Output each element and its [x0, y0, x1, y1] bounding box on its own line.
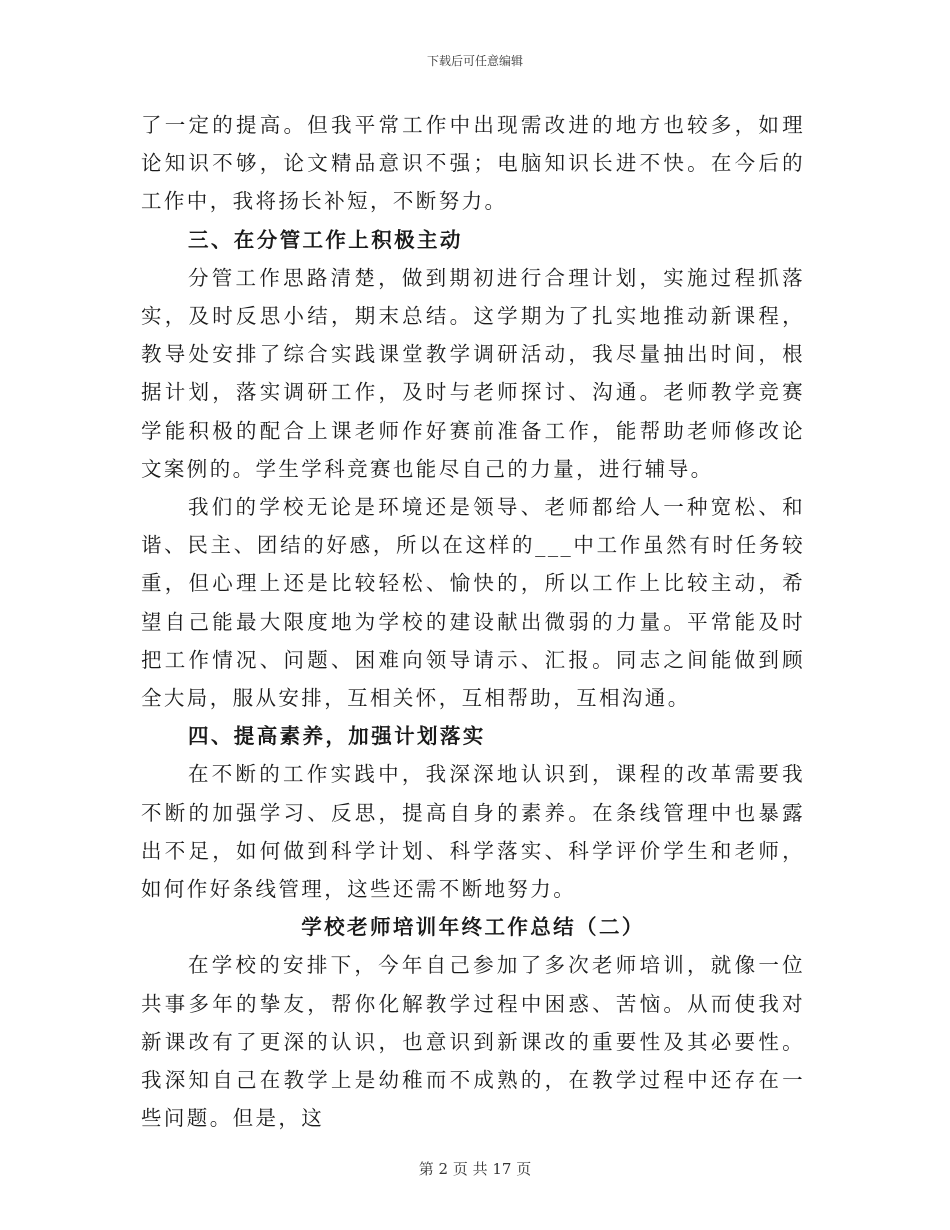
- document-title: 学校老师培训年终工作总结（二）: [301, 915, 645, 940]
- page-header: 下载后可任意编辑: [426, 54, 523, 68]
- paragraph: 了一定的提高。但我平常工作中出现需改进的地方也较多，如理论知识不够，论文精品意识不强；电脑知识长进不快。在今后的工作中，我将扬长补短，不断努力。: [141, 113, 805, 214]
- paragraph: 在不断的工作实践中，我深深地认识到，课程的改革需要我不断的加强学习、反思，提高自身的素养。在条线管理中也暴露出不足，如何做到科学计划、科学落实、科学评价学生和老师，如何作好条线管理，这些还需不断地努力。: [141, 762, 805, 902]
- paragraph: 分管工作思路清楚，做到期初进行合理计划，实施过程抓落实，及时反思小结，期末总结。这学期为了扎实地推动新课程，教导处安排了综合实践课堂教学调研活动，我尽量抽出时间，根据计划，落实调研工作，及时与老师探讨、沟通。老师教学竞赛学能积极的配合上课老师作好赛前准备工作，能帮助老师修改论文案例的。学生学科竞赛也能尽自己的力量，进行辅导。: [141, 265, 805, 481]
- page-number: 第 2 页 共 17 页: [418, 1160, 532, 1178]
- paragraph: 我们的学校无论是环境还是领导、老师都给人一种宽松、和谐、民主、团结的好感，所以在这样的___中工作虽然有时任务较重，但心理上还是比较轻松、愉快的，所以工作上比较主动，希望自己能最大限度地为学校的建设献出微弱的力量。平常能及时把工作情况、问题、困难向领导请示、汇报。同志之间能做到顾全大局，服从安排，互相关怀，互相帮助，互相沟通。: [141, 495, 805, 711]
- document-body: [141, 106, 805, 1137]
- section-heading: 四、提高素养，加强计划落实: [188, 724, 486, 749]
- section-heading: 三、在分管工作上积极主动: [188, 227, 463, 252]
- paragraph: 在学校的安排下，今年自己参加了多次老师培训，就像一位共事多年的挚友，帮你化解教学过程中困惑、苦恼。从而使我对新课改有了更深的认识，也意识到新课改的重要性及其必要性。我深知自己在教学上是幼稚而不成熟的，在教学过程中还存在一些问题。但是，这: [141, 953, 805, 1131]
